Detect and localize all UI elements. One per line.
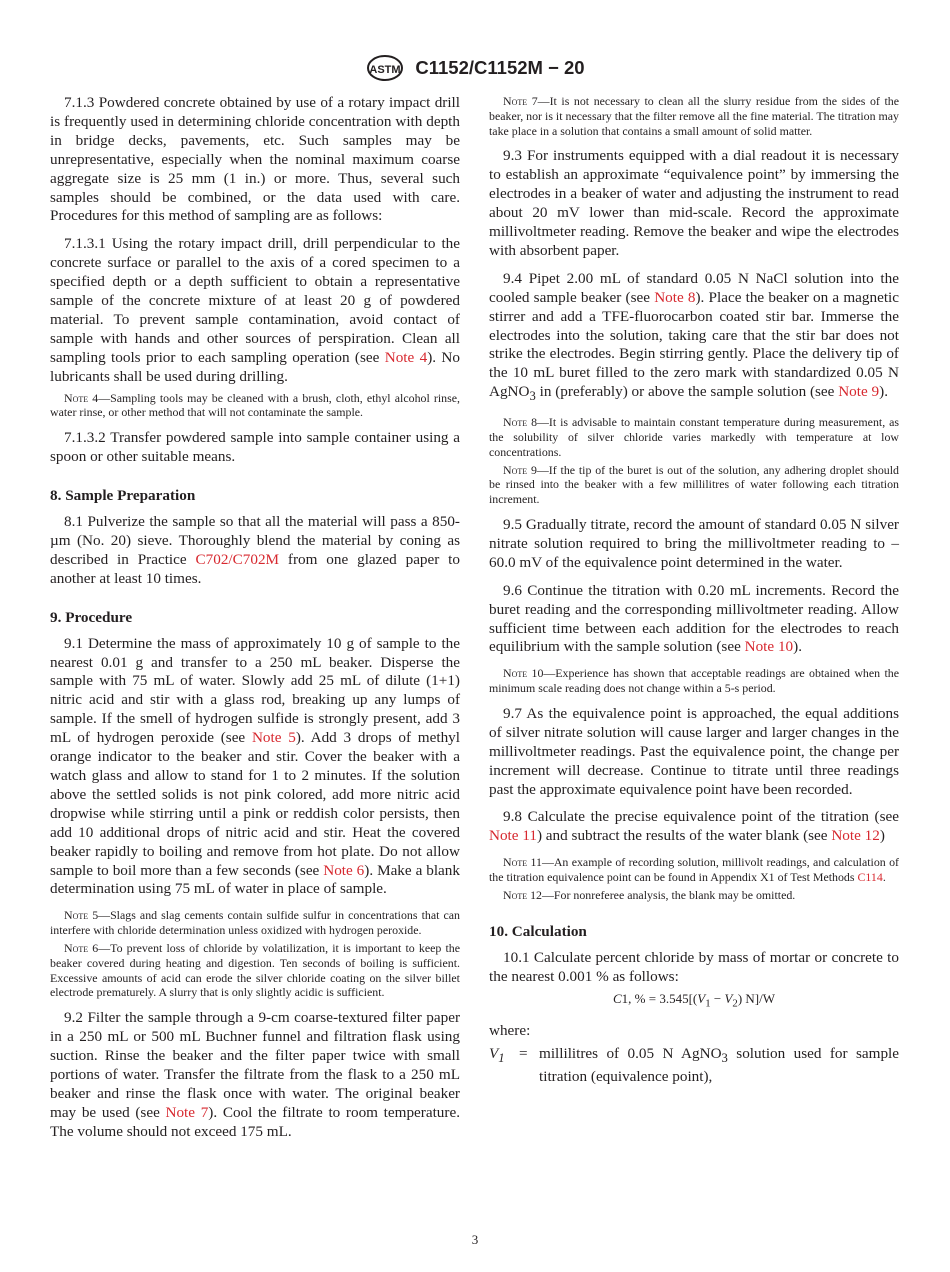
para-9-5: 9.5 Gradually titrate, record the amount of standard 0.05 N silver nitrate solution required to bring the millivoltmeter reading to –60.0 mV of the equivalence point determined in the water. <box>489 515 899 571</box>
document-id: C1152/C1152M − 20 <box>415 57 585 78</box>
note-10: Note 10—Experience has shown that acceptable readings are obtained when the minimum scale reading does not change within a 5-s period. <box>489 666 899 696</box>
section-heading-8: 8. Sample Preparation <box>50 487 196 504</box>
note-12-link[interactable]: Note 12 <box>831 827 880 845</box>
para-9-3: 9.3 For instruments equipped with a dial readout it is necessary to establish an approximate “equivalence point” by immersing the electrodes in a beaker of water and adjusting the instrument to read about 20 mV lower than mid-scale. Record the approximate millivoltmeter reading. Remove the beaker and wipe the electrodes with absorbent paper. <box>489 147 899 259</box>
para-9-7: 9.7 As the equivalence point is approached, the equal additions of silver nitrate solution will cause larger and larger changes in the millivoltmeter readings. Past the equivalence point, the change per increment will decrease. Continue to titrate until three readings past the approximate equivalence point have been recorded. <box>489 704 899 798</box>
c702-link[interactable]: C702/C702M <box>195 550 280 568</box>
variable-symbol: $V_1$ <box>489 1044 505 1065</box>
section-heading-10: 10. Calculation <box>489 922 587 940</box>
variable-definition-text: millilitres of 0.05 N AgNO$_3$ solution used for sample titration (equivalence point), <box>539 1044 900 1085</box>
note-10-link[interactable]: Note 10 <box>744 638 794 656</box>
note-11: Note 11—An example of recording solution, millivolt readings, and calculation of the titration equivalence point can be found in Appendix X1 of Test Methods C114. <box>489 855 899 885</box>
para-10-1: 10.1 Calculate percent chloride by mass of mortar or concrete to the nearest 0.001 % as follows: <box>489 948 899 985</box>
chloride-formula: C1, % = $3.545[(V_1 - V_2)$ N]/W <box>612 991 776 1011</box>
para-9-1: 9.1 Determine the mass of approximately 10 g of sample to the nearest 0.01 g and transfer to a 250 mL beaker. Disperse the sample with 75 mL of water. Slowly add 25 mL of dilute (1+1) nitric acid and stir with a glass rod, breaking up any lumps of sample. If the smell of hydrogen sulfide is strongly present, add 3 mL of hydrogen peroxide (see Note 5). Add 3 drops of methyl orange indicator to the beaker and stir. Cover the beaker with a watch glass and allow to stand for 1 to 2 minutes. If the solution above the settled solids is not pink colored, add more nitric acid dropwise while stirring until a pink or reddish color persists, then add 10 additional drops of nitric acid and stir. Heat the covered beaker rapidly to boiling and remove from hot plate. Do not allow sample to boil more than a few seconds (see Note 6). Make a blank determination using 75 mL of water in place of sample. <box>50 634 460 898</box>
para-8-1: 8.1 Pulverize the sample so that all the material will pass a 850-µm (No. 20) sieve. Thoroughly blend the material by coning as described in Practice C702/C702M from one glazed paper to another at least 10 times. <box>50 513 460 587</box>
note-8-link[interactable]: Note 8 <box>654 288 696 306</box>
variable-definition-v1 <box>489 1045 899 1087</box>
note-6: Note 6—To prevent loss of chloride by volatilization, it is important to keep the beaker covered during heating and digestion. Ten seconds of boiling is sufficient. Excessive amounts of acid can erode the silver chloride coating on the silver billet electrode prematurely. A slurry that is only slightly acidic is sufficient. <box>50 940 460 1000</box>
right-column <box>489 94 899 1087</box>
equals-sign: = <box>519 1044 528 1062</box>
note-9: Note 9—If the tip of the buret is out of the solution, any adhering droplet should be rinsed into the beaker with a few millilitres of water following each titration increment. <box>489 462 899 507</box>
para-9-6: 9.6 Continue the titration with 0.20 mL increments. Record the buret reading and the corresponding millivoltmeter reading. Allow sufficient time between each addition for the electrodes to reach equilibrium with the sample solution (see Note 10). <box>489 581 899 656</box>
c114-link[interactable]: C114 <box>857 870 883 885</box>
para-7-1-3-1: 7.1.3.1 Using the rotary impact drill, drill perpendicular to the concrete surface or parallel to the axis of a cored specimen to a specified depth or a depth sufficient to obtain a representative sample of the concrete mixture of at least 20 g of powdered material. To prevent sample contamination, avoid contact of sample with hands and other sources of perspiration. Clean all sampling tools prior to each sampling operation (see Note 4). No lubricants shall be used during drilling. <box>50 235 460 385</box>
page-header <box>0 52 950 84</box>
left-column <box>50 94 460 1150</box>
para-7-1-3: 7.1.3 Powdered concrete obtained by use of a rotary impact drill is frequently used in determining chloride concentration with depth in bridge decks, pavements, etc. Such samples may be unrepresentative, especially when the nominal maximum coarse aggregate size is 25 mm (1 in.) or more. Thus, several such samples should be combined, or the data used with care. Procedures for this method of sampling are as follows: <box>50 94 460 225</box>
note-4-link[interactable]: Note 4 <box>384 348 428 366</box>
svg-text:ASTM: ASTM <box>369 64 401 76</box>
note-7-link[interactable]: Note 7 <box>165 1103 209 1121</box>
para-7-1-3-2: 7.1.3.2 Transfer powdered sample into sample container using a spoon or other suitable means. <box>50 429 460 466</box>
where-label: where: <box>489 1021 531 1039</box>
note-5: Note 5—Slags and slag cements contain sulfide sulfur in concentrations that can interfere with chloride determination unless oxidized with hydrogen peroxide. <box>50 908 460 938</box>
note-7: Note 7—It is not necessary to clean all the slurry residue from the sides of the beaker, nor is it necessary that the filter remove all the fine material. The titration may take place in a solution that contains a small amount of solid matter. <box>489 94 899 138</box>
astm-logo-icon <box>365 52 405 84</box>
note-4: Note 4—Sampling tools may be cleaned with a brush, cloth, ethyl alcohol rinse, water rinse, or other method that will not contaminate the sample. <box>50 390 461 420</box>
para-9-2: 9.2 Filter the sample through a 9-cm coarse-textured filter paper in a 250 mL or 500 mL Buchner funnel and filtration flask using suction. Rinse the beaker and the filter paper twice with small portions of water. Transfer the filtrate from the flask to a 250 mL beaker and rinse the flask once with water. The original beaker may be used (see Note 7). Cool the filtrate to room temperature. The volume should not exceed 175 mL. <box>50 1009 460 1140</box>
note-5-link[interactable]: Note 5 <box>251 729 296 747</box>
page-number: 3 <box>471 1232 479 1247</box>
note-12: Note 12—For nonreferee analysis, the blank may be omitted. <box>503 887 796 902</box>
note-11-link[interactable]: Note 11 <box>489 827 537 845</box>
note-8: Note 8—It is advisable to maintain constant temperature during measurement, as the solubility of silver chloride varies markedly with temperature at low concentrations. <box>489 415 900 459</box>
note-9-link[interactable]: Note 9 <box>838 383 880 401</box>
para-9-8: 9.8 Calculate the precise equivalence point of the titration (see Note 11) and subtract the results of the water blank (see Note 12) <box>489 808 899 845</box>
section-heading-9: 9. Procedure <box>50 608 133 626</box>
para-9-4: 9.4 Pipet 2.00 mL of standard 0.05 N NaCl solution into the cooled sample beaker (see Note 8). Place the beaker on a magnetic stirrer and add a TFE-fluorocarbon coated stir bar. Immerse the electrodes into the solution, taking care that the stir bar does not strike the electrodes. Begin stirring gently. Place the delivery tip of the 10 mL buret filled to the zero mark with standardized 0.05 N AgNO$_3$ in (preferably) or above the sample solution (see Note 9). <box>489 269 899 404</box>
note-6-link[interactable]: Note 6 <box>323 861 365 879</box>
